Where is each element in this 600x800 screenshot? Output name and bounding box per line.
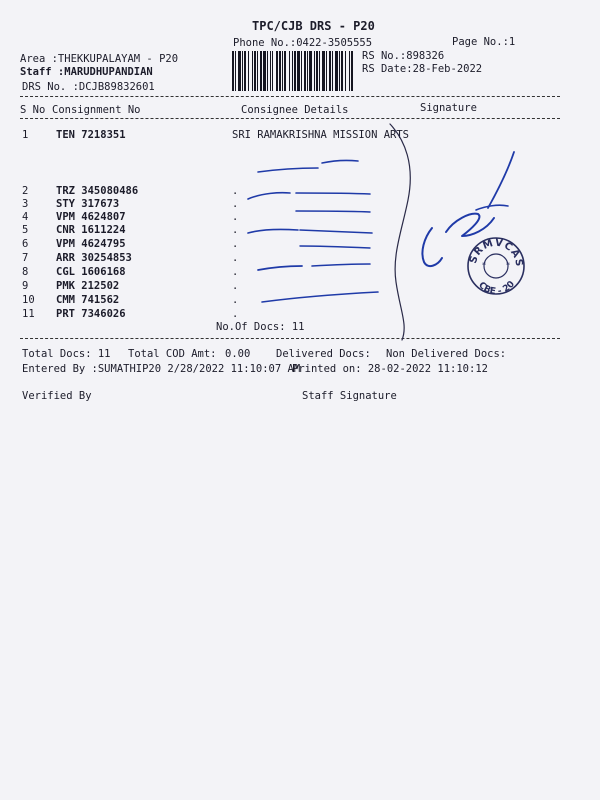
col-sno: S No — [20, 104, 46, 116]
col-consignment: Consignment No — [52, 104, 141, 116]
row-consignee: . — [232, 280, 239, 292]
printed-on: Printed on: 28-02-2022 11:10:12 — [292, 363, 488, 375]
stamp-seal — [468, 238, 524, 298]
pen-dash — [262, 292, 378, 302]
delivered-docs: Delivered Docs: — [276, 348, 371, 360]
pen-dash — [296, 211, 370, 212]
col-signature: Signature — [420, 102, 477, 114]
row-sno: 8 — [22, 266, 29, 278]
row-consignment: CNR 1611224 — [56, 224, 126, 236]
row-sno: 6 — [22, 238, 29, 250]
row-sno: 7 — [22, 252, 29, 264]
pen-dash — [248, 229, 298, 233]
row-consignee: SRI RAMAKRISHNA MISSION ARTS — [232, 129, 410, 141]
entered-by: Entered By :SUMATHIP20 2/28/2022 11:10:07 AM — [22, 363, 301, 375]
row-consignment: STY 317673 — [56, 198, 120, 210]
row-consignment: TRZ 345080486 — [56, 185, 139, 197]
stamp-star: * — [506, 261, 510, 270]
row-consignment: CGL 1606168 — [56, 266, 126, 278]
non-delivered-docs: Non Delivered Docs: — [386, 348, 507, 360]
row-consignee: . — [232, 266, 239, 278]
total-cod-value: 0.00 — [225, 348, 251, 360]
row-consignee: . — [232, 308, 239, 320]
area-label: Area :THEKKUPALAYAM - P20 — [20, 53, 179, 65]
verified-by: Verified By — [22, 390, 92, 402]
pen-dash — [300, 230, 372, 233]
rs-number: RS No.:898326 — [362, 50, 445, 62]
row-sno: 2 — [22, 185, 29, 197]
col-consignee: Consignee Details — [241, 104, 349, 116]
row-consignee: . — [232, 224, 239, 236]
row-sno: 11 — [22, 308, 35, 320]
row-sno: 10 — [22, 294, 35, 306]
row-consignment: PMK 212502 — [56, 280, 120, 292]
signature-stroke — [422, 228, 442, 266]
phone-number: Phone No.:0422-3505555 — [233, 37, 373, 49]
stamp-inner-ring — [484, 254, 508, 278]
pen-dash — [300, 246, 370, 248]
pen-dash — [296, 193, 370, 194]
drs-number: DRS No. :DCJB89832601 — [22, 81, 155, 93]
rs-date: RS Date:28-Feb-2022 — [362, 63, 483, 75]
row-consignment: TEN 7218351 — [56, 129, 126, 141]
page-number: Page No.:1 — [452, 36, 516, 48]
row-sno: 5 — [22, 224, 29, 236]
row-consignee: . — [232, 198, 239, 210]
pen-bracket — [390, 124, 410, 340]
row-consignment: ARR 30254853 — [56, 252, 132, 264]
no-of-docs: No.Of Docs: 11 — [216, 321, 305, 333]
row-consignment: VPM 4624795 — [56, 238, 126, 250]
row-consignee: . — [232, 185, 239, 197]
row-sno: 3 — [22, 198, 29, 210]
row-consignment: VPM 4624807 — [56, 211, 126, 223]
stamp-text-bottom: CBE - 20 — [476, 279, 517, 298]
row-consignee: . — [232, 252, 239, 264]
row-sno: 1 — [22, 129, 29, 141]
pen-dash — [312, 264, 370, 266]
signature-stroke — [446, 214, 494, 236]
staff-signature: Staff Signature — [302, 390, 397, 402]
stamp-star: * — [482, 261, 486, 270]
row-consignee: . — [232, 238, 239, 250]
signature-stroke — [476, 205, 508, 210]
row-consignment: CMM 741562 — [56, 294, 120, 306]
row-consignee: . — [232, 294, 239, 306]
row-consignee: . — [232, 211, 239, 223]
sheet-title: TPC/CJB DRS - P20 — [252, 19, 375, 33]
pen-dash — [322, 160, 358, 163]
stamp-text-top: SRMVCAS — [468, 237, 525, 268]
total-cod-label: Total COD Amt: — [128, 348, 217, 360]
pen-dash — [258, 168, 318, 172]
staff-label: Staff :MARUDHUPANDIAN — [20, 66, 153, 78]
row-consignment: PRT 7346026 — [56, 308, 126, 320]
row-sno: 4 — [22, 211, 29, 223]
signature-stroke — [488, 152, 514, 208]
total-docs: Total Docs: 11 — [22, 348, 111, 360]
pen-dash — [258, 266, 302, 270]
pen-dash — [248, 193, 290, 199]
row-sno: 9 — [22, 280, 29, 292]
